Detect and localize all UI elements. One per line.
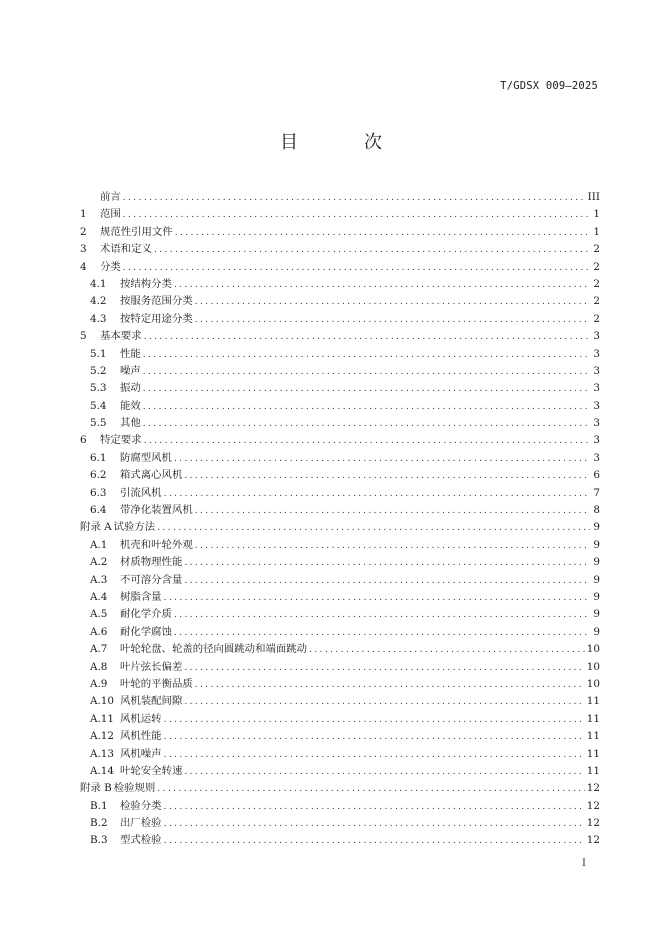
toc-entry-number: 1 [80, 208, 87, 221]
toc-entry[interactable] [80, 693, 600, 710]
toc-entry[interactable] [80, 746, 600, 763]
toc-entry-title: 不可溶分含量 [120, 573, 183, 586]
toc-entry-page: 9 [593, 625, 600, 638]
toc-entry-page: 11 [586, 730, 600, 743]
toc-entry-number: A.3 [90, 573, 108, 586]
toc-entry[interactable] [80, 346, 600, 363]
toc-entry-title: 风机噪声 [120, 747, 162, 760]
toc-entry[interactable] [80, 554, 600, 571]
toc-entry[interactable] [80, 537, 600, 554]
toc-entry-title: 风机装配间隙 [120, 695, 183, 708]
toc-entry-title: 耐化学介质 [120, 608, 172, 621]
toc-entry-page: 11 [586, 764, 600, 777]
toc-entry-title: 按服务范围分类 [120, 295, 193, 308]
toc-entry-title: 检验规则 [113, 782, 156, 795]
toc-entry-number: A.10 [90, 695, 115, 708]
toc-entry-number: A.11 [90, 712, 115, 725]
dot-leader [143, 416, 590, 433]
dot-leader [195, 312, 590, 329]
toc-entry[interactable] [80, 659, 600, 676]
dot-leader [143, 399, 590, 416]
toc-entry-number: 5.3 [90, 382, 107, 395]
toc-entry[interactable] [80, 485, 600, 502]
dot-leader [174, 277, 590, 294]
toc-entry[interactable] [80, 502, 600, 519]
toc-entry[interactable] [80, 519, 600, 536]
toc-entry-number: A.12 [90, 730, 115, 743]
toc-entry-page: 9 [593, 538, 600, 551]
toc-entry-title: 按特定用途分类 [120, 312, 193, 325]
toc-entry-number: A.2 [90, 556, 108, 569]
toc-entry-number: B.2 [90, 817, 108, 830]
toc-entry-page: 11 [586, 695, 600, 708]
dot-leader [195, 294, 590, 311]
toc-entry[interactable] [80, 780, 600, 797]
toc-entry-title: 风机性能 [120, 730, 162, 743]
toc-entry-page: 2 [593, 277, 600, 290]
dot-leader [164, 799, 585, 816]
toc-entry-page: 10 [586, 643, 600, 656]
toc-entry[interactable] [80, 572, 600, 589]
toc-entry-page: 3 [593, 399, 600, 412]
toc-entry-title: 叶轮安全转速 [120, 764, 183, 777]
dot-leader [164, 486, 590, 503]
dot-leader [123, 260, 590, 277]
toc-entry-number: A.1 [90, 538, 108, 551]
toc-entry-number: 6 [80, 434, 87, 447]
toc-entry-title: 引流风机 [120, 486, 162, 499]
toc-entry[interactable] [80, 676, 600, 693]
dot-leader [123, 190, 586, 207]
toc-entry-title: 机壳和叶轮外观 [120, 538, 193, 551]
dot-leader [195, 677, 585, 694]
toc-entry[interactable] [80, 259, 600, 276]
toc-entry-title: 噪声 [120, 364, 141, 377]
toc-entry-number: B.1 [90, 799, 108, 812]
dot-leader [164, 590, 590, 607]
toc-entry-title: 型式检验 [120, 834, 162, 847]
toc-entry-title: 规范性引用文件 [100, 225, 173, 238]
toc-entry-number: 6.4 [90, 504, 107, 517]
toc-entry[interactable] [80, 293, 600, 310]
toc-entry-page: 3 [593, 364, 600, 377]
toc-entry-page: 8 [593, 504, 600, 517]
toc-entry-number: 5 [80, 330, 87, 343]
dot-leader [174, 451, 590, 468]
dot-leader [174, 625, 590, 642]
toc-entry-number: 5.4 [90, 399, 107, 412]
toc-entry[interactable] [80, 624, 600, 641]
dot-leader [164, 729, 585, 746]
toc-entry-title: 前言 [100, 191, 121, 203]
dot-leader [309, 642, 585, 659]
toc-entry-title: 术语和定义 [100, 243, 152, 256]
toc-entry-title: 振动 [120, 382, 141, 395]
toc-entry[interactable] [80, 798, 600, 815]
toc-entry-page: 9 [593, 521, 600, 534]
dot-leader [184, 694, 584, 711]
toc-entry[interactable] [80, 311, 600, 328]
toc-entry[interactable] [80, 432, 600, 449]
toc-entry-number: 附录 A [80, 521, 112, 534]
toc-entry[interactable] [80, 641, 600, 658]
toc-entry-number: 4 [80, 260, 87, 273]
toc-entry-number: A.9 [90, 677, 108, 690]
toc-entry[interactable] [80, 380, 600, 397]
toc-entry-page: 3 [593, 451, 600, 464]
toc-entry-title: 性能 [120, 347, 141, 360]
toc-entry-title: 材质物理性能 [120, 556, 183, 569]
toc-entry-number: A.6 [90, 625, 108, 638]
toc-entry-page: 12 [586, 782, 600, 795]
toc-entry[interactable] [80, 832, 600, 849]
toc-entry[interactable] [80, 276, 600, 293]
toc-entry-title: 分类 [100, 260, 121, 273]
toc-entry-page: 3 [593, 382, 600, 395]
toc-entry-page: 1 [593, 208, 600, 221]
toc-entry-title: 其他 [120, 417, 141, 430]
toc-entry[interactable] [80, 815, 600, 832]
dot-leader [184, 573, 590, 590]
dot-leader [164, 816, 585, 833]
dot-leader [143, 381, 590, 398]
toc-entry-page: 2 [593, 295, 600, 308]
dot-leader [157, 520, 590, 537]
document-code: T/GDSX 009—2025 [500, 80, 598, 92]
toc-entry-page: 3 [593, 330, 600, 343]
toc-entry[interactable] [80, 450, 600, 467]
dot-leader [184, 660, 584, 677]
dot-leader [143, 364, 590, 381]
table-of-contents [80, 189, 600, 850]
toc-entry-title: 树脂含量 [120, 590, 162, 603]
toc-entry[interactable] [80, 224, 600, 241]
dot-leader [175, 225, 590, 242]
toc-entry[interactable] [80, 328, 600, 345]
page-number: I [582, 858, 586, 869]
dot-leader [154, 242, 590, 259]
toc-entry-number: A.4 [90, 590, 108, 603]
toc-entry-number: 4.1 [90, 277, 107, 290]
toc-entry-number: 6.2 [90, 469, 107, 482]
toc-entry-number: 5.1 [90, 347, 107, 360]
dot-leader [195, 538, 590, 555]
toc-entry-page: 7 [593, 486, 600, 499]
dot-leader [184, 468, 590, 485]
dot-leader [164, 712, 585, 729]
toc-entry-number: 附录 B [80, 782, 112, 795]
toc-entry-title: 叶片弦长偏差 [120, 660, 183, 673]
toc-entry-page: 9 [593, 556, 600, 569]
toc-entry-number: 5.2 [90, 364, 107, 377]
toc-entry-title: 按结构分类 [120, 277, 172, 290]
dot-leader [143, 347, 590, 364]
toc-entry[interactable] [80, 206, 600, 223]
toc-entry-number: 4.2 [90, 295, 107, 308]
toc-entry-number: A.8 [90, 660, 108, 673]
toc-entry-number: A.14 [90, 764, 115, 777]
dot-leader [144, 329, 590, 346]
toc-entry-number: 5.5 [90, 417, 107, 430]
toc-entry-number: 2 [80, 225, 87, 238]
toc-entry-number: A.13 [90, 747, 115, 760]
toc-entry-title: 试验方法 [113, 521, 156, 534]
toc-entry-page: 2 [593, 312, 600, 325]
toc-entry-title: 防腐型风机 [120, 451, 172, 464]
dot-leader [184, 555, 590, 572]
toc-entry-page: 10 [586, 660, 600, 673]
toc-entry-page: 12 [586, 817, 600, 830]
toc-entry-title: 耐化学腐蚀 [120, 625, 172, 638]
dot-leader [144, 433, 590, 450]
toc-entry[interactable] [80, 606, 600, 623]
toc-entry[interactable] [80, 398, 600, 415]
toc-entry-number: A.5 [90, 608, 108, 621]
toc-entry-title: 特定要求 [100, 434, 142, 447]
toc-entry[interactable] [80, 363, 600, 380]
toc-entry-page: 9 [593, 573, 600, 586]
toc-entry-page: 11 [586, 747, 600, 760]
toc-entry-page: 11 [586, 712, 600, 725]
toc-entry-page: 2 [593, 243, 600, 256]
toc-entry-title: 叶轮轮盘、轮盖的径向圆跳动和端面跳动 [120, 643, 308, 656]
toc-entry-page: 3 [593, 434, 600, 447]
toc-entry-number: 4.3 [90, 312, 107, 325]
toc-entry[interactable] [80, 763, 600, 780]
toc-entry-title: 检验分类 [120, 799, 162, 812]
toc-entry-title: 出厂检验 [120, 817, 162, 830]
dot-leader [157, 781, 584, 798]
toc-entry[interactable] [80, 189, 600, 206]
toc-entry-title: 范围 [100, 208, 121, 221]
toc-entry-title: 基本要求 [100, 330, 142, 343]
toc-entry[interactable] [80, 241, 600, 258]
toc-entry-page: 10 [586, 677, 600, 690]
toc-entry-page: 3 [593, 417, 600, 430]
toc-entry-title: 带净化装置风机 [120, 504, 193, 517]
toc-entry-number: 6.1 [90, 451, 107, 464]
dot-leader [184, 764, 584, 781]
toc-entry-page: 2 [593, 260, 600, 273]
toc-entry[interactable] [80, 589, 600, 606]
dot-leader [195, 503, 590, 520]
toc-entry-title: 叶轮的平衡品质 [120, 677, 193, 690]
toc-entry-number: A.7 [90, 643, 108, 656]
dot-leader [164, 833, 585, 850]
toc-entry-page: 12 [586, 799, 600, 812]
toc-entry[interactable] [80, 728, 600, 745]
toc-entry[interactable] [80, 415, 600, 432]
toc-entry-page: 3 [593, 347, 600, 360]
toc-entry-page: 9 [593, 590, 600, 603]
dot-leader [164, 747, 585, 764]
toc-entry-number: 3 [80, 243, 87, 256]
toc-entry-title: 能效 [120, 399, 141, 412]
toc-entry-title: 箱式离心风机 [120, 469, 183, 482]
toc-entry[interactable] [80, 711, 600, 728]
toc-entry-page: 12 [586, 834, 600, 847]
toc-entry-number: 6.3 [90, 486, 107, 499]
toc-entry-page: III [587, 191, 600, 203]
toc-entry[interactable] [80, 467, 600, 484]
toc-entry-number: B.3 [90, 834, 108, 847]
page-title: 目 次 [280, 132, 406, 153]
toc-entry-page: 6 [593, 469, 600, 482]
toc-entry-page: 9 [593, 608, 600, 621]
toc-entry-title: 风机运转 [120, 712, 162, 725]
toc-entry-page: 1 [593, 225, 600, 238]
dot-leader [174, 607, 590, 624]
dot-leader [123, 207, 590, 224]
